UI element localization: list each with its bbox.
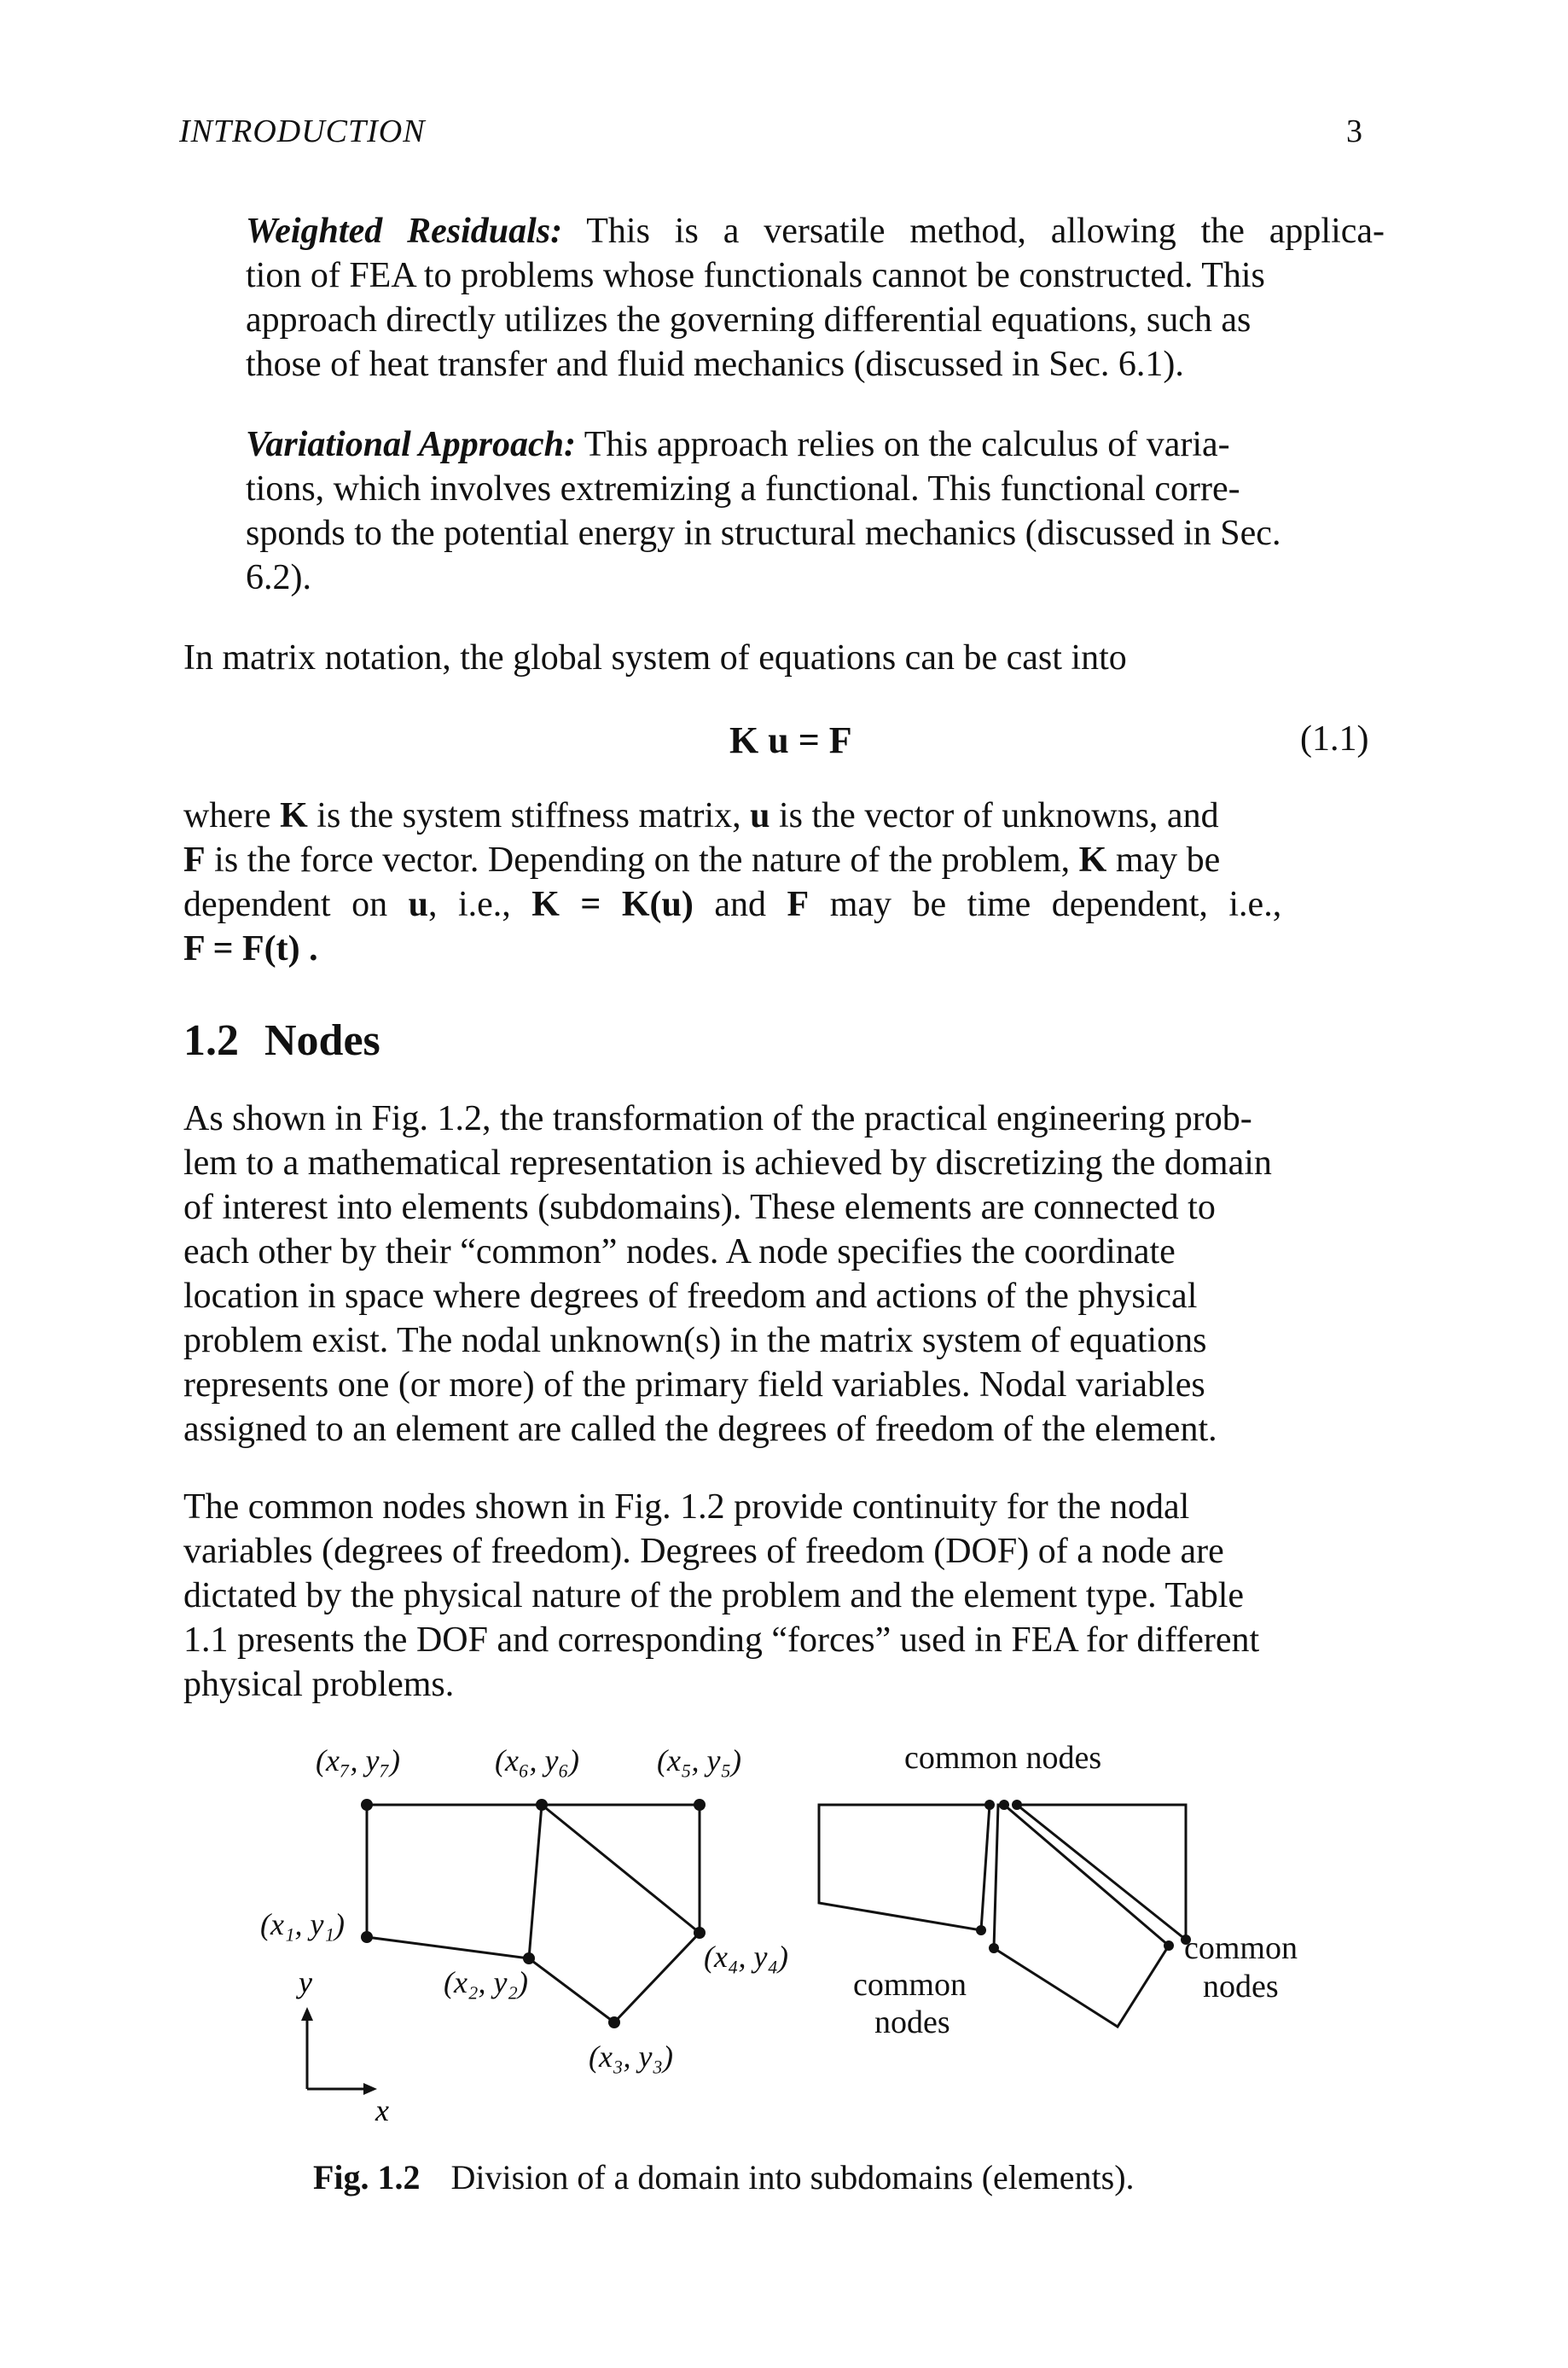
node-5 (694, 1799, 706, 1811)
text-span: may be (1115, 841, 1221, 880)
common-node (984, 1800, 995, 1810)
text-line: physical problems. (183, 1665, 455, 1704)
node-4-label: (x₄, y₄) (704, 1940, 788, 1974)
common-node (1012, 1800, 1022, 1810)
axis-x-label: x (375, 2093, 389, 2127)
symbol-u: u (408, 885, 428, 924)
text-line: each other by their “common” nodes. A node specifies the coordinate (183, 1232, 1176, 1271)
text-line: variables (degrees of freedom). Degrees of freedom (DOF) of a node are (183, 1532, 1224, 1571)
weighted-residuals-term: Weighted Residuals: (246, 212, 563, 251)
element-edge (529, 1805, 542, 1958)
matrix-intro: In matrix notation, the global system of equations can be cast into (183, 638, 1127, 678)
text-span: may be time dependent, i.e., (829, 885, 1282, 924)
node-2-label: (x₂, y₂) (444, 1965, 528, 1999)
common-node (1164, 1940, 1174, 1951)
node-7 (361, 1799, 373, 1811)
text-line: problem exist. The nodal unknown(s) in the matrix system of equations (183, 1321, 1207, 1360)
caption-label: Fig. 1.2 (313, 2158, 421, 2196)
node-3-label: (x₃, y₃) (589, 2039, 673, 2074)
common-nodes-right-label-1: common (1184, 1930, 1298, 1966)
axes-icon (307, 2018, 367, 2089)
common-node (976, 1925, 986, 1935)
common-node (999, 1800, 1009, 1810)
common-node (989, 1943, 999, 1953)
section-heading (183, 1015, 380, 1066)
node-5-label: (x₅, y₅) (657, 1743, 741, 1777)
separated-element-2 (994, 1805, 1169, 2027)
running-title: INTRODUCTION (179, 113, 426, 149)
text-span: , i.e., (427, 885, 511, 924)
text-span: and (714, 885, 767, 924)
figure-caption (313, 2157, 1135, 2197)
node-7-label: (x₇, y₇) (316, 1743, 400, 1777)
symbol-F: F (183, 841, 206, 880)
text-span: where (183, 796, 271, 835)
axis-y-label: y (299, 1965, 312, 1999)
text-line: location in space where degrees of freedom and actions of the physical (183, 1277, 1198, 1316)
text-line: This approach relies on the calculus of varia- (584, 425, 1230, 464)
text-line: The common nodes shown in Fig. 1.2 provide continuity for the nodal (183, 1487, 1190, 1527)
common-nodes-paragraph (183, 1485, 1386, 1707)
common-nodes-right-label-2: nodes (1203, 1969, 1279, 2004)
text-span: is the force vector. Depending on the nature of the problem, (214, 841, 1071, 880)
symbol-F-of-t: F = F(t) . (183, 929, 318, 969)
element-edge (542, 1805, 700, 1933)
separated-element-1 (819, 1805, 990, 1930)
node-1-label: (x₁, y₁) (260, 1907, 345, 1941)
common-nodes-left-label-2: nodes (874, 2004, 950, 2040)
page-number: 3 (1346, 113, 1362, 149)
text-line: those of heat transfer and fluid mechanics (discussed in Sec. 6.1). (246, 345, 1184, 384)
symbol-K: K (280, 796, 308, 835)
variational-approach-term: Variational Approach: (246, 425, 577, 464)
text-line: 6.2). (246, 558, 311, 597)
node-3 (608, 2016, 620, 2028)
node-4 (694, 1927, 706, 1939)
text-span: is the system stiffness matrix, (317, 796, 741, 835)
text-line: tions, which involves extremizing a functional. This functional corre- (246, 469, 1240, 509)
nodes-paragraph (183, 1097, 1386, 1452)
common-nodes-top-label: common nodes (904, 1740, 1102, 1776)
equation-number: (1.1) (1300, 719, 1369, 759)
text-line: 1.1 presents the DOF and corresponding “forces” used in FEA for different (183, 1620, 1260, 1660)
figure-1-2 (247, 1732, 1322, 2133)
node-1 (361, 1931, 373, 1943)
text-line: lem to a mathematical representation is achieved by discretizing the domain (183, 1143, 1272, 1183)
text-line: tion of FEA to problems whose functionals cannot be constructed. This (246, 256, 1265, 295)
equation-1-1: K u = F (729, 719, 852, 761)
symbol-F: F (787, 885, 810, 924)
separated-element-3 (1017, 1805, 1186, 1940)
text-line: As shown in Fig. 1.2, the transformation of the practical engineering prob- (183, 1099, 1252, 1138)
text-line: dictated by the physical nature of the problem and the element type. Table (183, 1576, 1245, 1615)
where-paragraph (183, 794, 1386, 971)
section-title: Nodes (264, 1016, 380, 1065)
variational-approach-paragraph (246, 422, 1385, 600)
common-nodes-left-label-1: common (853, 1967, 967, 2003)
node-6-label: (x₆, y₆) (495, 1743, 579, 1777)
symbol-K-of-u: K = K(u) (531, 885, 694, 924)
symbol-K: K (1078, 841, 1107, 880)
text-line: represents one (or more) of the primary field variables. Nodal variables (183, 1365, 1205, 1405)
text-line: sponds to the potential energy in structural mechanics (discussed in Sec. (246, 514, 1281, 553)
caption-text: Division of a domain into subdomains (elements). (450, 2158, 1135, 2196)
node-2 (523, 1952, 535, 1964)
node-6 (536, 1799, 548, 1811)
text-span: is the vector of unknowns, and (779, 796, 1219, 835)
text-line: of interest into elements (subdomains). These elements are connected to (183, 1188, 1216, 1227)
text-line: assigned to an element are called the degrees of freedom of the element. (183, 1410, 1217, 1449)
text-line: This is a versatile method, allowing the applica- (586, 212, 1385, 251)
weighted-residuals-paragraph (246, 209, 1385, 387)
section-number: 1.2 (183, 1016, 239, 1065)
text-span: dependent on (183, 885, 388, 924)
y-arrow-icon (301, 2007, 313, 2021)
symbol-u: u (750, 796, 770, 835)
text-line: approach directly utilizes the governing differential equations, such as (246, 300, 1251, 340)
